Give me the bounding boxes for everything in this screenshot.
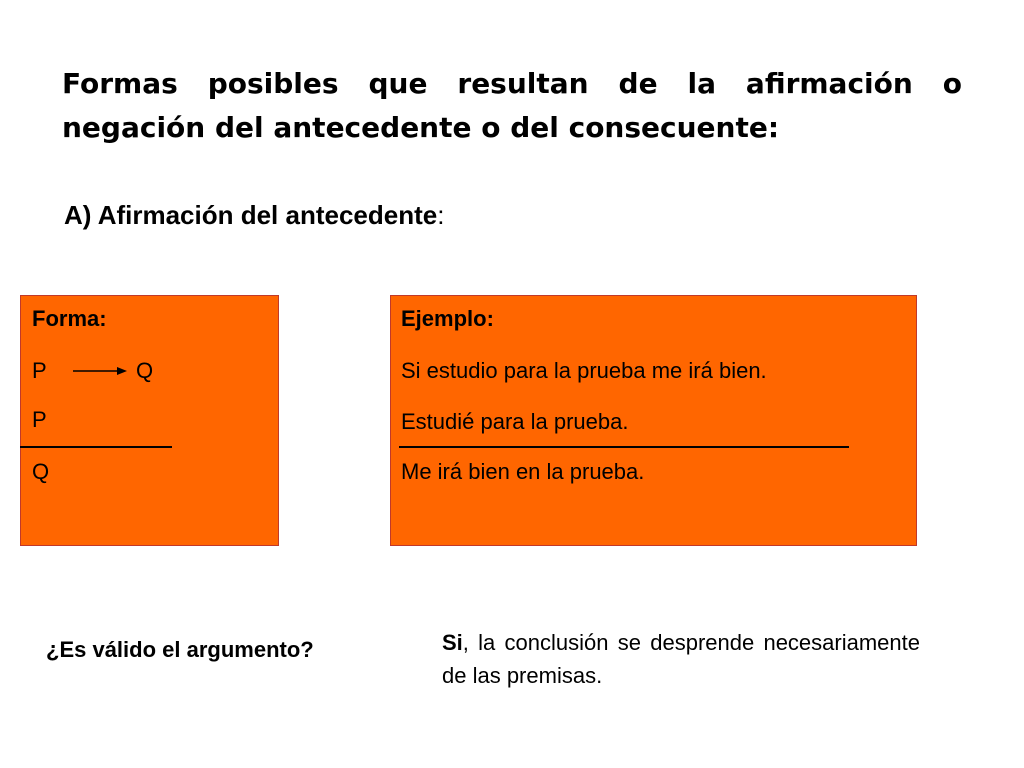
forma-premise1-consequent: Q xyxy=(136,358,154,383)
validity-answer xyxy=(442,626,920,692)
answer-explanation: , la conclusión se desprende necesariamente de las premisas. xyxy=(442,630,920,688)
forma-heading: Forma: xyxy=(32,306,107,331)
answer-yes: Si xyxy=(442,630,463,655)
arrow-right-icon xyxy=(73,364,127,378)
ejemplo-heading: Ejemplo: xyxy=(401,306,494,331)
validity-question: ¿Es válido el argumento? xyxy=(46,637,314,662)
ejemplo-premise2: Estudié para la prueba. xyxy=(401,409,629,434)
subtitle-label: A) Afirmación del antecedente xyxy=(64,200,438,230)
ejemplo-premise1: Si estudio para la prueba me irá bien. xyxy=(401,358,767,383)
ejemplo-conclusion: Me irá bien en la prueba. xyxy=(401,459,645,484)
forma-conclusion-rule xyxy=(20,446,172,448)
forma-conclusion: Q xyxy=(32,459,50,484)
forma-box xyxy=(20,295,279,546)
ejemplo-conclusion-rule xyxy=(399,446,849,448)
section-subtitle xyxy=(64,198,444,232)
forma-premise1-antecedent: P xyxy=(32,358,47,383)
slide-title: Formas posibles que resultan de la afirmación o negación del antecedente o del consecuente: xyxy=(62,67,962,144)
forma-premise2: P xyxy=(32,407,47,432)
subtitle-colon: : xyxy=(437,200,445,230)
